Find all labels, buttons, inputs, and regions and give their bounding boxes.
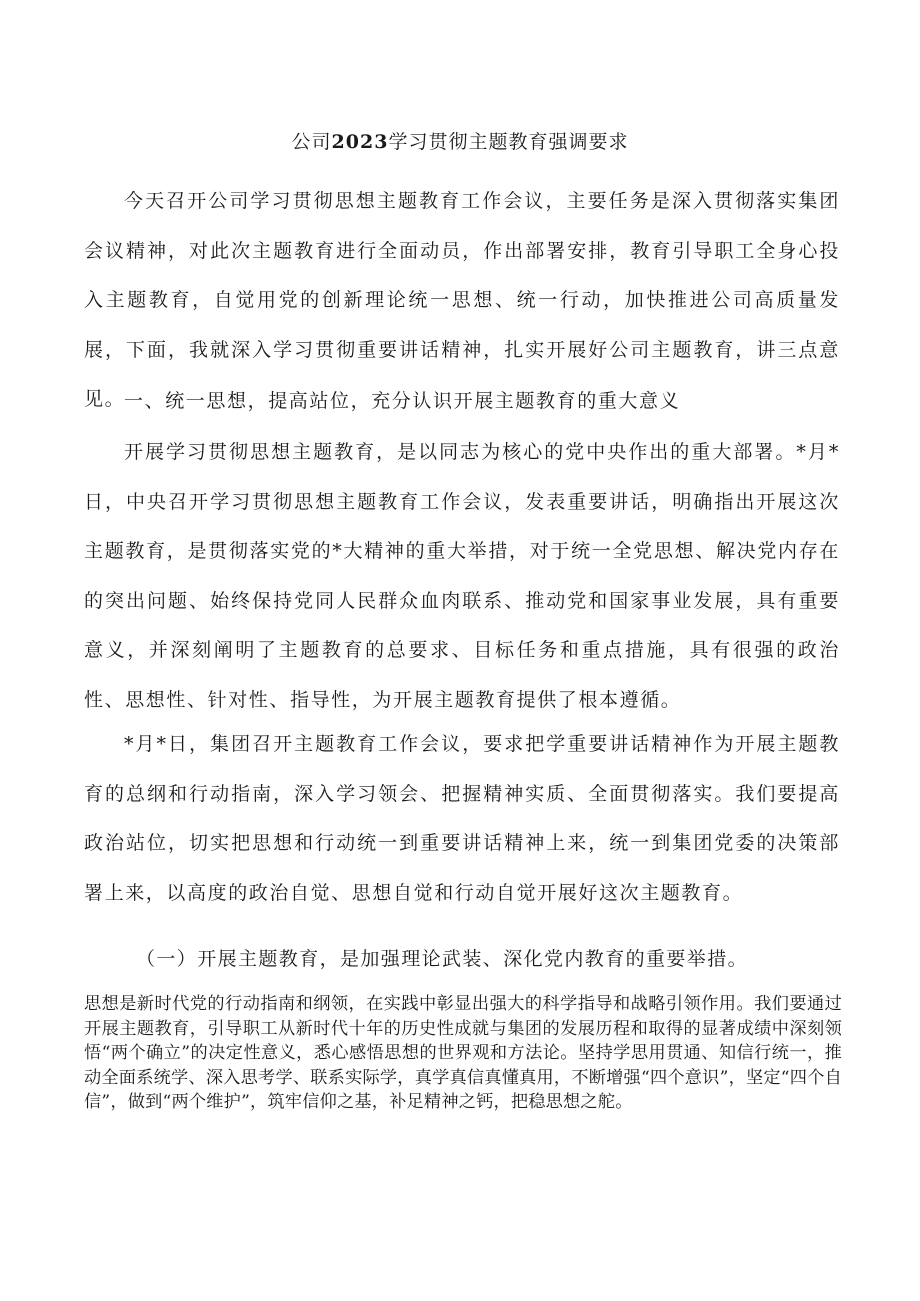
document-title bbox=[0, 128, 920, 156]
title-year: 2023 bbox=[331, 131, 389, 153]
title-prefix: 公司 bbox=[291, 131, 332, 153]
section-1-heading: 一、统一思想，提高站位，充分认识开展主题教育的重大意义 bbox=[124, 390, 681, 412]
subsection-1-body: 思想是新时代党的行动指南和纲领，在实践中彰显出强大的科学指导和战略引领作用。我们要通过开展主题教育，引导职工从新时代十年的历史性成就与集团的发展历程和取得的显著成绩中深刻领悟“两个确立”的决定性意义，悉心感悟思想的世界观和方法论。坚持学思用贯通、知信行统一，推动全面系统学、深入思考学、联系实际学，真学真信真懂真用，不断增强“四个意识”，坚定“四个自信”，做到“两个维护”，筑牢信仰之基，补足精神之钙，把稳思想之舵。 bbox=[84, 994, 842, 1113]
intro-paragraph: 今天召开公司学习贯彻思想主题教育工作会议，主要任务是深入贯彻落实集团会议精神，对此次主题教育进行全面动员，作出部署安排，教育引导职工全身心投入主题教育，自觉用党的创新理论统一思想、统一行动，加快推进公司高质量发展，下面，我就深入学习贯彻重要讲话精神，扎实开展好公司主题教育，讲三点意见。 bbox=[84, 190, 840, 411]
subsection-1-heading: （一）开展主题教育，是加强理论武装、深化党内教育的重要举措。 bbox=[136, 948, 749, 970]
section-1-paragraph-2: *月*日，集团召开主题教育工作会议，要求把学重要讲话精神作为开展主题教育的总纲和行动指南，深入学习领会、把握精神实质、全面贯彻落实。我们要提高政治站位，切实把思想和行动统一到重要讲话精神上来，统一到集团党委的决策部署上来，以高度的政治自觉、思想自觉和行动自觉开展好这次主题教育。 bbox=[84, 733, 840, 904]
title-suffix: 学习贯彻主题教育强调要求 bbox=[388, 131, 629, 153]
section-1-paragraph-1: 开展学习贯彻思想主题教育，是以同志为核心的党中央作出的重大部署。*月*日，中央召开学习贯彻思想主题教育工作会议，发表重要讲话，明确指出开展这次主题教育，是贯彻落实党的*大精神的重大举措，对于统一全党思想、解决党内存在的突出问题、始终保持党同人民群众血肉联系、推动党和国家事业发展，具有重要意义，并深刻阐明了主题教育的总要求、目标任务和重点措施，具有很强的政治性、思想性、针对性、指导性，为开展主题教育提供了根本遵循。 bbox=[84, 441, 840, 711]
